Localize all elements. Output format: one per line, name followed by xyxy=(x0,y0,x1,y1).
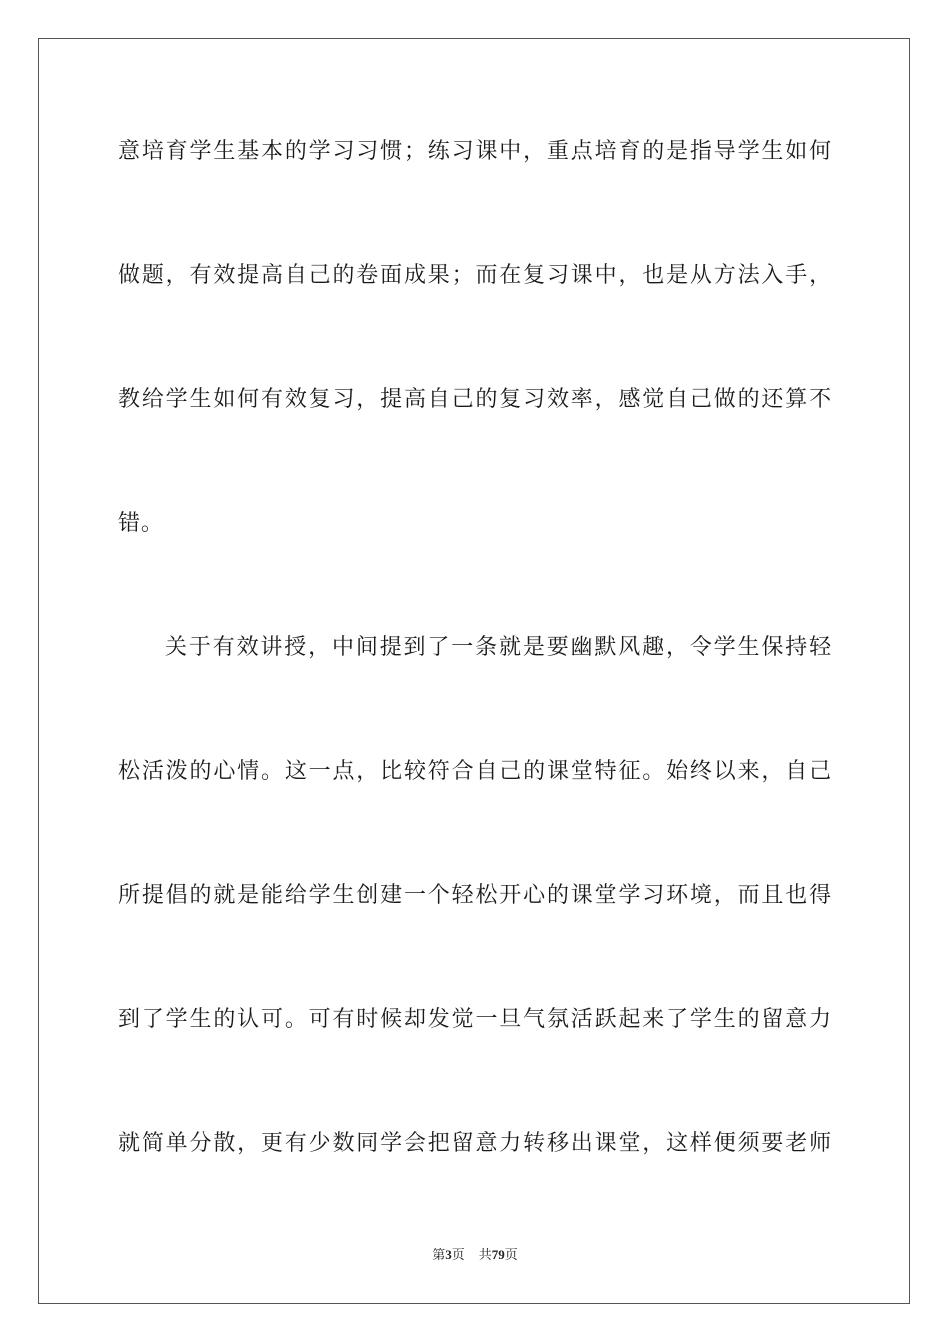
total-prefix: 共 xyxy=(478,1247,492,1262)
text-line: 教给学生如何有效复习，提高自己的复习效率，感觉自己做的还算不 xyxy=(118,387,832,412)
text-line: 意培育学生基本的学习习惯；练习课中，重点培育的是指导学生如何 xyxy=(118,139,832,164)
page-prefix: 第 xyxy=(432,1247,446,1262)
total-pages: 79 xyxy=(491,1247,505,1262)
page-number: 3 xyxy=(445,1247,452,1262)
page-border xyxy=(38,38,910,1304)
page-suffix: 页 xyxy=(451,1247,465,1262)
text-line: 松活泼的心情。这一点，比较符合自己的课堂特征。始终以来，自己 xyxy=(118,759,832,784)
text-line: 关于有效讲授，中间提到了一条就是要幽默风趣，令学生保持轻 xyxy=(165,635,832,660)
text-line: 错。 xyxy=(118,511,164,536)
total-suffix: 页 xyxy=(504,1247,518,1262)
text-line: 到了学生的认可。可有时候却发觉一旦气氛活跃起来了学生的留意力 xyxy=(118,1007,832,1032)
text-line: 所提倡的就是能给学生创建一个轻松开心的课堂学习环境，而且也得 xyxy=(118,883,832,908)
page-footer xyxy=(0,1246,950,1264)
text-line: 做题，有效提高自己的卷面成果；而在复习课中，也是从方法入手， xyxy=(118,263,832,288)
text-line: 就简单分散，更有少数同学会把留意力转移出课堂，这样便须要老师 xyxy=(118,1131,832,1156)
